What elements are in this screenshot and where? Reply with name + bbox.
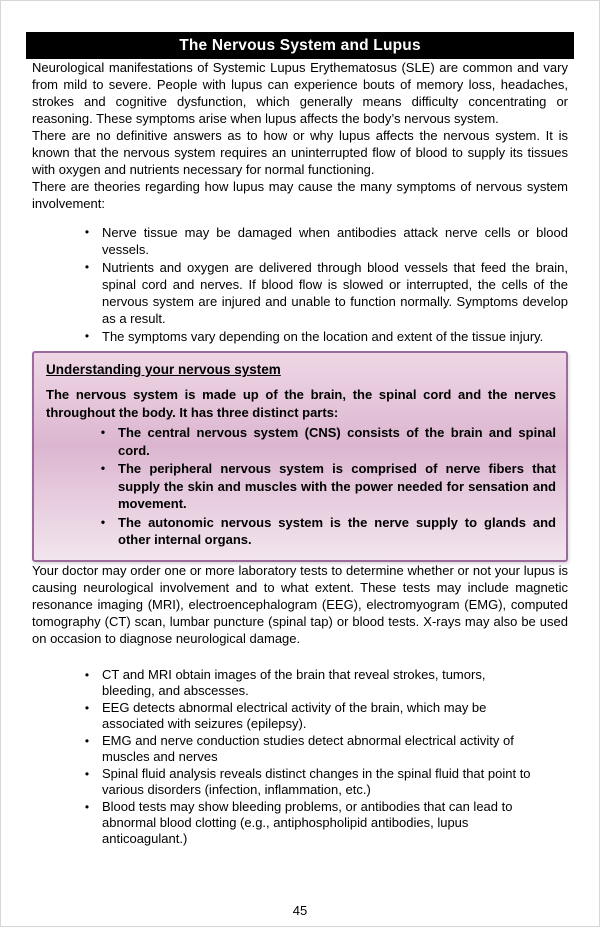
list-item [72, 733, 568, 765]
bullet-icon: • [100, 461, 106, 475]
bullet-icon: • [100, 514, 106, 529]
list-item-text: Spinal fluid analysis reveals distinct changes in the spinal fluid that point to various disorders (infection, inflammation, etc.) [102, 765, 531, 797]
list-item-text: Blood tests may show bleeding problems, or antibodies that can lead to abnormal blood clotting (e.g., antiphospholipid antibodies, lupus anticoagulant.) [102, 798, 513, 846]
paragraph-lab-tests: Your doctor may order one or more laboratory tests to determine whether or not your lupus is causing neurological involvement and to what extent. These tests may include magnetic resonance imaging (MRI), electroencephalogram (EEG), electromyogram (EMG), computed tomography (CT) scan, lumbar puncture (spinal tap) or blood tests. X-rays may also be used on occasion to diagnose neurological damage. [32, 562, 568, 646]
list-item-text: EEG detects abnormal electrical activity of the brain, which may be associated with seizures (epilepsy). [102, 699, 487, 731]
bullet-icon: • [84, 329, 90, 343]
list-item-text: Nerve tissue may be damaged when antibodies attack nerve cells or blood vessels. [102, 225, 568, 257]
list-item [88, 514, 556, 549]
tests-bullet-list [32, 667, 568, 847]
paragraph-no-definitive-answers: There are no definitive answers as to how or why lupus affects the nervous system. It is known that the nervous system requires an uninterrupted flow of blood to supply its tissues with oxygen and nutrients necessary for normal functioning. [32, 128, 568, 177]
info-box-intro: The nervous system is made up of the brain, the spinal cord and the nerves throughout the body. It has three distinct parts: [46, 387, 556, 420]
list-item [72, 224, 568, 258]
bullet-icon: • [84, 260, 90, 274]
list-item [88, 460, 556, 513]
page-title-text: The Nervous System and Lupus [179, 37, 421, 54]
bullet-icon: • [84, 700, 90, 715]
list-item [72, 700, 568, 732]
info-box-bullet-list [44, 424, 556, 549]
paragraph-neurological-manifestations: Neurological manifestations of Systemic Lupus Erythematosus (SLE) are common and vary from mild to severe. People with lupus can experience bouts of memory loss, headaches, strokes and cognitive dysfunction, which generally means difficulty concentrating or reasoning. These symptoms arise when lupus affects the body’s nervous system. [32, 60, 568, 126]
list-item [72, 259, 568, 327]
bullet-icon: • [84, 733, 90, 748]
info-box-title: Understanding your nervous system [46, 362, 281, 377]
bullet-icon: • [100, 425, 106, 439]
list-item [88, 424, 556, 459]
bullet-icon: • [84, 766, 90, 781]
list-item-text: CT and MRI obtain images of the brain that reveal strokes, tumors, bleeding, and abscesses. [102, 666, 486, 698]
page-number: 45 [292, 903, 308, 918]
list-item-text: The central nervous system (CNS) consists of the brain and spinal cord. [118, 425, 556, 458]
bullet-icon: • [84, 225, 90, 239]
list-item [72, 766, 568, 798]
page-title [26, 32, 574, 59]
list-item-text: EMG and nerve conduction studies detect abnormal electrical activity of muscles and nerves [102, 732, 514, 764]
list-item-text: The autonomic nervous system is the nerve supply to glands and other internal organs. [118, 514, 556, 547]
list-item [72, 328, 568, 345]
list-item [72, 667, 568, 699]
list-item-text: The peripheral nervous system is comprised of nerve fibers that supply the skin and muscles with the power needed for sensation and movement. [118, 461, 556, 511]
info-box-nervous-system [32, 351, 568, 562]
list-item-text: The symptoms vary depending on the location and extent of the tissue injury. [102, 329, 544, 344]
bullet-icon: • [84, 667, 90, 682]
bullet-icon: • [84, 799, 90, 814]
list-item-text: Nutrients and oxygen are delivered through blood vessels that feed the brain, spinal cord and nerves. If blood flow is slowed or interrupted, the cells of the nervous system are injured and unable to function normally. Symptoms develop as a result. [102, 260, 568, 326]
paragraph-theories-intro: There are theories regarding how lupus may cause the many symptoms of nervous system involvement: [32, 179, 568, 211]
theories-bullet-list [32, 224, 568, 345]
list-item [72, 799, 568, 847]
